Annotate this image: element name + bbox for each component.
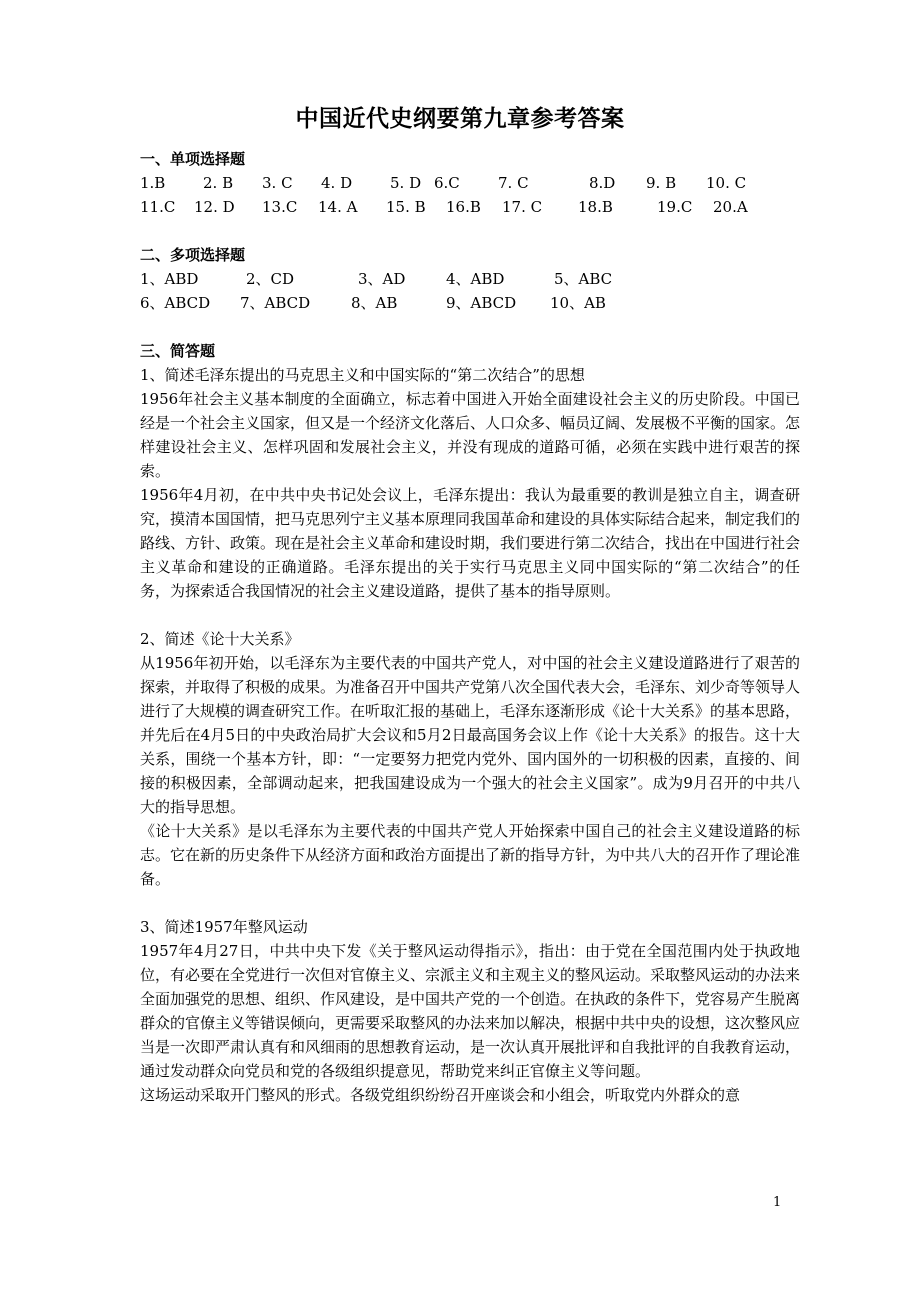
answer-item: 20.A — [713, 198, 748, 216]
section-heading-short-answer: 三、简答题 — [140, 342, 216, 360]
answer-row-single-2 — [140, 195, 800, 219]
question-1-paragraph-1: 1956年社会主义基本制度的全面确立，标志着中国进入开始全面建设社会主义的历史阶段。中国已经是一个社会主义国家，但又是一个经济文化落后、人口众多、幅员辽阔、发展极不平衡的国家。怎样建设社会主义、怎样巩固和发展社会主义，并没有现成的道路可循，必须在实践中进行艰苦的探索。 — [140, 390, 801, 480]
answer-item: 19.C — [657, 198, 693, 216]
answer-item: 7、ABCD — [240, 294, 311, 312]
answer-item: 13.C — [262, 198, 298, 216]
answer-item: 3、AD — [358, 270, 406, 288]
answer-item: 3. C — [262, 174, 293, 192]
spacer — [140, 891, 800, 915]
document-body — [140, 147, 800, 1107]
answer-item: 12. D — [194, 198, 235, 216]
answer-item: 9. B — [646, 174, 677, 192]
answer-row-single-1 — [140, 171, 800, 195]
answer-item: 1.B — [140, 174, 166, 192]
answer-item: 2. B — [203, 174, 234, 192]
section-heading-single-choice: 一、单项选择题 — [140, 150, 246, 168]
question-3-paragraph-2: 这场运动采取开门整风的形式。各级党组织纷纷召开座谈会和小组会，听取党内外群众的意 — [140, 1086, 741, 1104]
answer-item: 6.C — [434, 174, 460, 192]
answer-item: 4、ABD — [446, 270, 505, 288]
answer-item: 4. D — [321, 174, 353, 192]
answer-item: 5. D — [390, 174, 422, 192]
question-2-paragraph-1: 从1956年初开始，以毛泽东为主要代表的中国共产党人，对中国的社会主义建设道路进行了艰苦的探索，并取得了积极的成果。为准备召开中国共产党第八次全国代表大会，毛泽东、刘少奇等领导人进行了大规模的调查研究工作。在听取汇报的基础上，毛泽东逐渐形成《论十大关系》的基本思路，并先后在4月5日的中央政治局扩大会议和5月2日最高国务会议上作《论十大关系》的报告。这十大关系，围绕一个基本方针，即：“一定要努力把党内党外、国内国外的一切积极的因素，直接的、间接的积极因素，全部调动起来，把我国建设成为一个强大的社会主义国家”。成为9月召开的中共八大的指导思想。 — [140, 654, 801, 816]
page-title: 中国近代史纲要第九章参考答案 — [295, 105, 625, 132]
answer-row-multi-1 — [140, 267, 800, 291]
answer-item: 7. C — [498, 174, 529, 192]
question-3-paragraph-1: 1957年4月27日，中共中央下发《关于整风运动得指示》，指出：由于党在全国范围内处于执政地位，有必要在全党进行一次但对官僚主义、宗派主义和主观主义的整风运动。采取整风运动的办法来全面加强党的思想、组织、作风建设，是中国共产党的一个创造。在执政的条件下，党容易产生脱离群众的官僚主义等错误倾向，更需要采取整风的办法来加以解决，根据中共中央的设想，这次整风应当是一次即严肃认真有和风细雨的思想教育运动，是一次认真开展批评和自我批评的自我教育运动，通过发动群众向党员和党的各级组织提意见，帮助党来纠正官僚主义等问题。 — [140, 942, 801, 1080]
section-heading-multiple-choice: 二、多项选择题 — [140, 246, 246, 264]
spacer — [140, 315, 800, 339]
answer-item: 18.B — [578, 198, 613, 216]
answer-item: 16.B — [446, 198, 481, 216]
answer-item: 5、ABC — [554, 270, 613, 288]
answer-item: 6、ABCD — [140, 294, 211, 312]
answer-item: 10. C — [706, 174, 747, 192]
answer-item: 2、CD — [246, 270, 295, 288]
answer-item: 10、AB — [550, 294, 606, 312]
question-2-paragraph-2: 《论十大关系》是以毛泽东为主要代表的中国共产党人开始探索中国自己的社会主义建设道路的标志。它在新的历史条件下从经济方面和政治方面提出了新的指导方针，为中共八大的召开作了理论准备。 — [140, 822, 801, 888]
answer-item: 11.C — [140, 198, 176, 216]
answer-item: 8、AB — [351, 294, 398, 312]
spacer — [140, 603, 800, 627]
answer-row-multi-2 — [140, 291, 800, 315]
spacer — [140, 219, 800, 243]
answer-item: 1、ABD — [140, 270, 199, 288]
answer-item: 15. B — [386, 198, 426, 216]
answer-item: 17. C — [502, 198, 543, 216]
answer-item: 14. A — [318, 198, 358, 216]
question-1-paragraph-2: 1956年4月初，在中共中央书记处会议上，毛泽东提出：我认为最重要的教训是独立自主，调查研究，摸清本国国情，把马克思列宁主义基本原理同我国革命和建设的具体实际结合起来，制定我们的路线、方针、政策。现在是社会主义革命和建设时期，我们要进行第二次结合，找出在中国进行社会主义革命和建设的正确道路。毛泽东提出的关于实行马克思主义同中国实际的“第二次结合”的任务，为探索适合我国情况的社会主义建设道路，提供了基本的指导原则。 — [140, 486, 801, 600]
page-number: 1 — [773, 1195, 782, 1210]
answer-item: 9、ABCD — [446, 294, 517, 312]
question-3-title: 3、简述1957年整风运动 — [140, 918, 308, 936]
answer-item: 8.D — [589, 174, 616, 192]
question-1-title: 1、简述毛泽东提出的马克思主义和中国实际的“第二次结合”的思想 — [140, 366, 585, 384]
question-2-title: 2、简述《论十大关系》 — [140, 630, 300, 648]
